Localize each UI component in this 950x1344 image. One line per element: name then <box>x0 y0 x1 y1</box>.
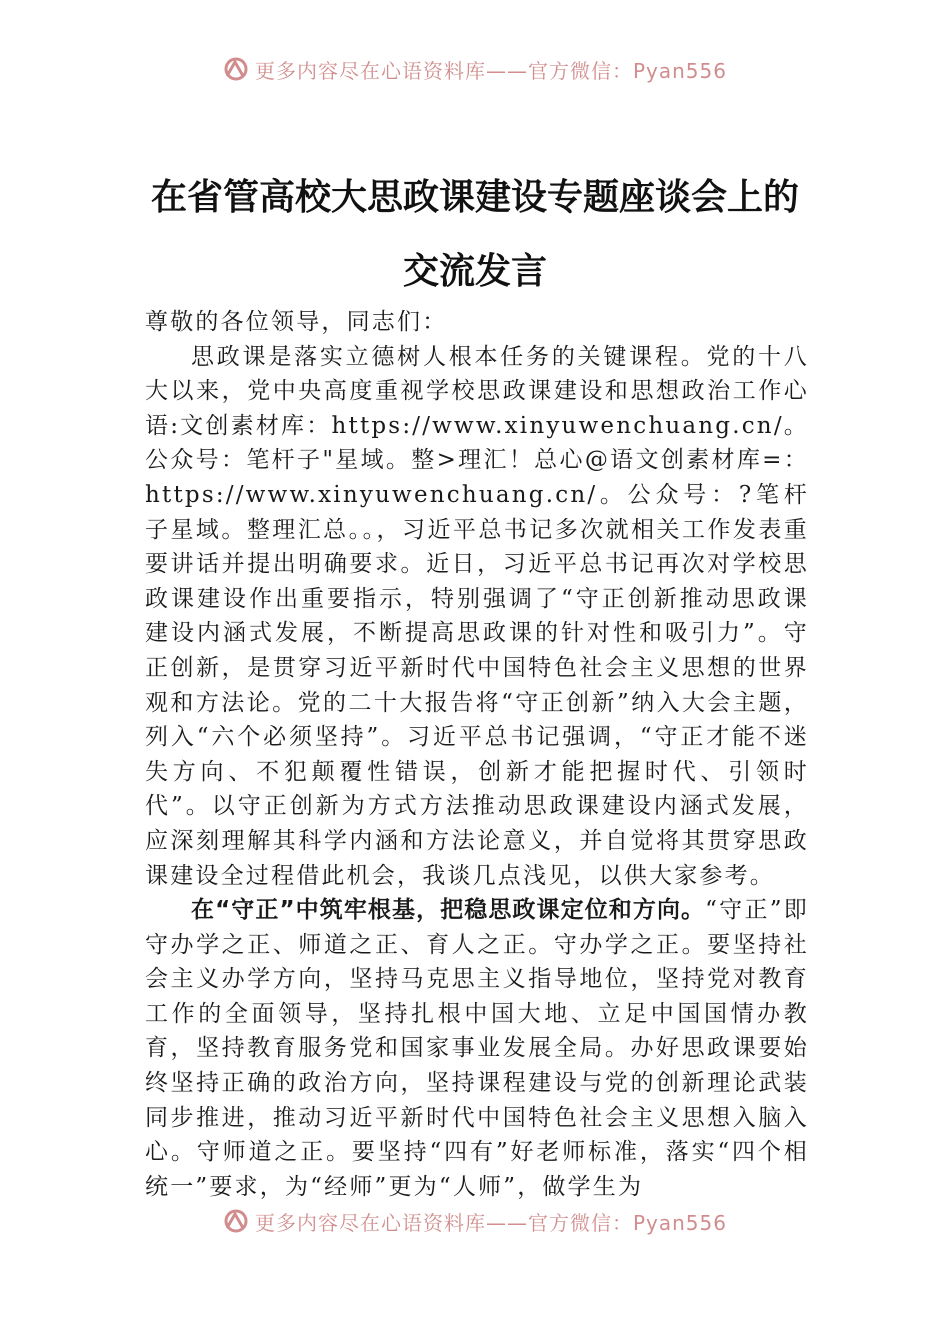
document-body <box>145 305 809 1204</box>
watermark-logo-icon <box>223 56 249 82</box>
paragraph-2 <box>145 893 809 1204</box>
watermark-text: 更多内容尽在心语资料库——官方微信：Pyan556 <box>254 1210 727 1235</box>
paragraph-2-heading: 在“守正”中筑牢根基，把稳思政课定位和方向。 <box>191 897 706 924</box>
watermark-text: 更多内容尽在心语资料库——官方微信：Pyan556 <box>254 58 727 83</box>
document-title <box>100 160 850 308</box>
salutation: 尊敬的各位领导，同志们： <box>145 309 448 335</box>
title-line-2: 交流发言 <box>402 250 547 292</box>
watermark-logo-icon <box>223 1208 249 1234</box>
paragraph-2-body: “守正”即守办学之正、师道之正、育人之正。守办学之正。要坚持社会主义办学方向，坚持马克思主义指导地位，坚持党对教育工作的全面领导，坚持扎根中国大地、立足中国国情办教育，坚持教育服务党和国家事业发展全局。办好思政课要始终坚持正确的政治方向，坚持课程建设与党的创新理论武装同步推进，推动习近平新时代中国特色社会主义思想入脑入心。守师道之正。要坚持“四有”好老师标准，落实“四个相统一”要求，为“经师”更为“人师”，做学生为 <box>145 897 809 1200</box>
paragraph-1: 思政课是落实立德树人根本任务的关键课程。党的十八大以来，党中央高度重视学校思政课建设和思想政治工作心语:文创素材库：https://www.xinyuwenchuang.cn/。公众号：笔杆子"星域。整>理汇！总心@语文创素材库=：https://www.xinyuwenchuang.cn/。公众号：?笔杆子星域。整理汇总。。，习近平总书记多次就相关工作发表重要讲话并提出明确要求。近日，习近平总书记再次对学校思政课建设作出重要指示，特别强调了“守正创新推动思政课建设内涵式发展，不断提高思政课的针对性和吸引力”。守正创新，是贯穿习近平新时代中国特色社会主义思想的世界观和方法论。党的二十大报告将“守正创新”纳入大会主题，列入“六个必须坚持”。习近平总书记强调，“守正才能不迷失方向、不犯颠覆性错误，创新才能把握时代、引领时代”。以守正创新为方式方法推动思政课建设内涵式发展，应深刻理解其科学内涵和方法论意义，并自觉将其贯穿思政课建设全过程借此机会，我谈几点浅见，以供大家参考。 <box>145 343 809 889</box>
title-line-1: 在省管高校大思政课建设专题座谈会上的 <box>150 176 799 218</box>
footer-watermark <box>0 1206 950 1236</box>
header-watermark <box>0 54 950 84</box>
